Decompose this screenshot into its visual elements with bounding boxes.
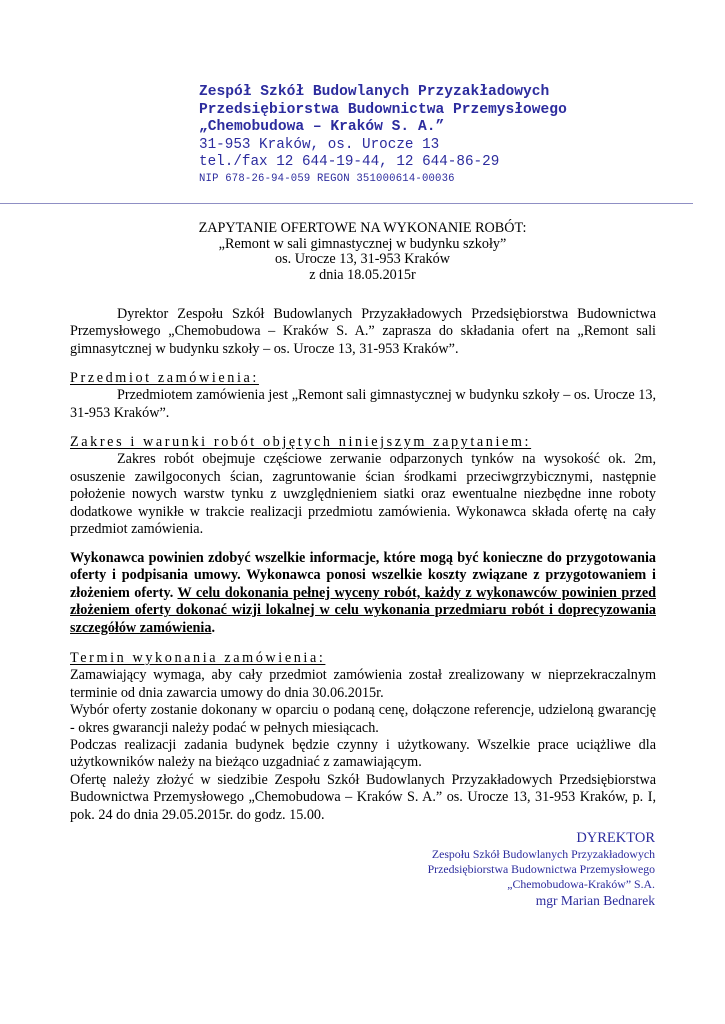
title-line-1: ZAPYTANIE OFERTOWE NA WYKONANIE ROBÓT:	[198, 220, 527, 236]
section-scope-text: Zakres robót obejmuje częściowe zerwanie odparzonych tynków na wysokość ok. 2m, osuszenie zawilgoconych ścian, zagruntowanie ścian środkami przeciwgrzybicznymi, następnie położenie nowych warstw tynku z uwzględnieniem siatki oraz ewentualne niezbędne inne roboty dodatkowe wynikłe w trakcie realizacji przedmiotu zamówienia. Wykonawca składa ofertę na cały przedmiot zamówienia.	[70, 451, 656, 538]
deadline-paragraph-4: Ofertę należy złożyć w siedzibie Zespołu Szkół Budowlanych Przyzakładowych Przedsiębiorstwa Budownictwa Przemysłowego „Chemobudowa – Kraków S. A.” os. Urocze 13, 31-953 Kraków, p. I, pok. 24 do dnia 29.05.2015r. do godz. 15.00.	[70, 771, 656, 823]
section-deadline	[70, 650, 656, 824]
section-scope-heading: Zakres i warunki robót objętych niniejszym zapytaniem:	[70, 434, 532, 450]
school-name-line-2: Przedsiębiorstwa Budownictwa Przemysłowego	[199, 101, 567, 118]
school-phone: tel./fax 12 644-19-44, 12 644-86-29	[199, 153, 500, 170]
intro-paragraph: Dyrektor Zespołu Szkół Budowlanych Przyzakładowych Przedsiębiorstwa Budownictwa Przemysłowego „Chemobudowa – Kraków S. A.” zaprasza do składania ofert na „Remont sali gimnasytcznej w budynku szkoły – os. Urocze 13, 31-953 Kraków”.	[70, 306, 656, 357]
signature-line-2: Przedsiębiorstwa Budownictwa Przemysłowego	[427, 862, 655, 876]
signature-block	[428, 830, 655, 910]
signature-name: mgr Marian Bednarek	[535, 893, 655, 908]
letterhead-divider	[0, 203, 693, 204]
signature-title: DYREKTOR	[576, 830, 655, 846]
title-line-4: z dnia 18.05.2015r	[309, 267, 416, 284]
document-title	[70, 221, 655, 284]
contractor-notice: Wykonawca powinien zdobyć wszelkie informacje, które mogą być konieczne do przygotowania oferty i podpisania umowy. Wykonawca ponosi wszelkie koszty związane z przygotowaniem i złożeniem oferty. W celu dokonania pełnej wyceny robót, każdy z wykonawców powinien przed złożeniem oferty dokonać wizji lokalnej w celu wykonania przedmiaru robót i doprecyzowania szczegółów zamówienia.	[70, 550, 657, 636]
deadline-paragraph-3: Podczas realizacji zadania budynek będzie czynny i użytkowany. Wszelkie prace uciążliwe dla użytkowników należy na bieżąco uzgadniać z zamawiającym.	[70, 737, 656, 771]
section-subject-text: Przedmiotem zamówienia jest „Remont sali gimnastycznej w budynku szkoły – os. Urocze 13, 31-953 Kraków”.	[70, 387, 656, 421]
deadline-paragraph-2: Wybór oferty zostanie dokonany w oparciu o podaną cenę, dołączone referencje, udzieloną gwarancję - okres gwarancji należy podać w pełnych miesiącach.	[70, 702, 656, 736]
notice-underlined-text: W celu dokonania pełnej wyceny robót, każdy z wykonawców powinien przed złożeniem oferty dokonać wizji lokalnej w celu wykonania przedmiaru robót i doprecyzowania szczegółów zamówienia	[70, 584, 657, 636]
deadline-paragraph-1: Zamawiający wymaga, aby cały przedmiot zamówienia został zrealizowany w nieprzekraczalnym terminie od dnia zawarcia umowy do dnia 30.06.2015r.	[70, 667, 656, 701]
school-name-line-3: „Chemobudowa – Kraków S. A.”	[199, 119, 445, 135]
section-subject-heading: Przedmiot zamówienia:	[70, 370, 259, 386]
school-tax-ids: NIP 678-26-94-059 REGON 351000614-00036	[199, 172, 455, 185]
title-line-2: „Remont w sali gimnastycznej w budynku szkoły”	[218, 235, 507, 252]
title-line-3: os. Urocze 13, 31-953 Kraków	[275, 251, 450, 268]
signature-line-1: Zespołu Szkół Budowlanych Przyzakładowych	[431, 847, 655, 861]
notice-text: Wykonawca powinien zdobyć wszelkie informacje, które mogą być konieczne do przygotowania oferty i podpisania umowy. Wykonawca ponosi wszelkie koszty związane z przygotowaniem i złożeniem oferty.	[70, 550, 656, 601]
section-deadline-heading: Termin wykonania zamówienia:	[70, 650, 326, 666]
section-scope	[70, 434, 656, 538]
section-subject	[70, 370, 656, 422]
school-name-line-1: Zespół Szkół Budowlanych Przyzakładowych	[199, 84, 550, 100]
letterhead	[199, 84, 567, 187]
signature-line-3: „Chemobudowa-Kraków” S.A.	[507, 877, 655, 891]
school-address: 31-953 Kraków, os. Urocze 13	[199, 136, 440, 153]
